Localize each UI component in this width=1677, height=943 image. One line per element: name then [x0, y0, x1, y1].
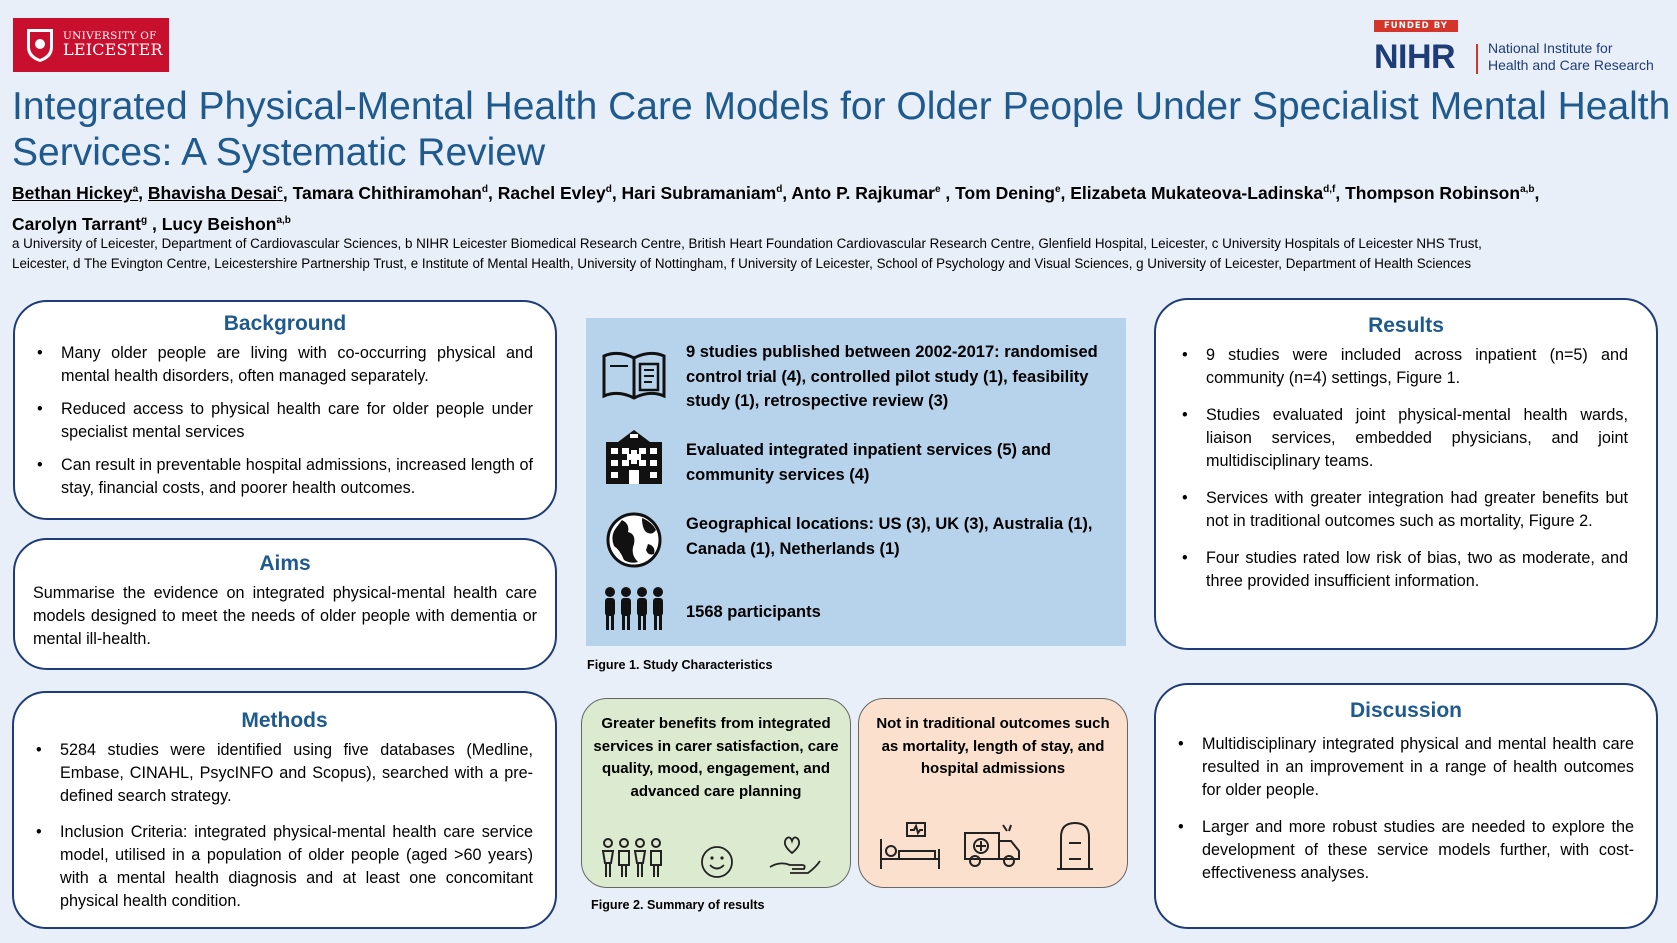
nihr-full-name — [1488, 40, 1654, 74]
book-icon — [600, 346, 668, 404]
figure1-text: Geographical locations: US (3), UK (3), Australia (1), Canada (1), Netherlands (1) — [686, 515, 1093, 558]
university-of-leicester-logo — [13, 18, 169, 72]
figure2-green-text: Greater benefits from integrated services in carer satisfaction, care quality, mood, engagement, and advanced care planning — [593, 715, 839, 800]
figure2-no-benefit-box — [858, 698, 1128, 888]
figure1-text: 9 studies published between 2002-2017: randomised control trial (4), controlled pilot study (1), feasibility study (1), retrospective review (3) — [686, 343, 1098, 410]
family-icon — [600, 837, 664, 879]
author-affiliation-marker: a — [132, 184, 139, 195]
funded-by-label: FUNDED BY — [1374, 20, 1458, 32]
list-item: • Services with greater integration had greater benefits but not in traditional outcomes such as mortality, Figure 2. — [1180, 487, 1628, 533]
uol-line2: LEICESTER — [63, 40, 163, 60]
author-affiliation-marker: c — [277, 184, 283, 195]
nihr-logo — [1374, 20, 1674, 78]
affiliations — [12, 234, 1672, 274]
author-affiliation-marker: e — [934, 184, 941, 195]
list-item: • Can result in preventable hospital admissions, increased length of stay, financial costs, and poorer health outcomes. — [35, 454, 533, 500]
author-name: Tom Dening$^e$ — [955, 182, 1061, 203]
heart-hand-icon — [768, 833, 822, 879]
author-name: Carolyn Tarrant$^g$ — [12, 213, 148, 234]
affiliations-line2: Leicester, d The Evington Centre, Leicestershire Partnership Trust, e Institute of Mental Health, University of Nottingham, f University of Leicester, School of Psychology and Visual Sciences, g University of Leicester, Department of Health Sciences — [12, 256, 1472, 271]
list-item: • 9 studies were included across inpatient (n=5) and community (n=4) settings, Figure 1. — [1180, 344, 1628, 390]
figure2-orange-text: Not in traditional outcomes such as mortality, length of stay, and hospital admissions — [876, 715, 1110, 777]
methods-panel — [12, 691, 557, 929]
figure2-benefits-box — [581, 698, 851, 888]
author-name: Bhavisha Desai$^c$ — [147, 182, 283, 203]
author-name: Lucy Beishon$^{a,b}$ — [161, 213, 291, 234]
discussion-panel — [1154, 683, 1658, 929]
smiley-icon — [700, 845, 734, 879]
author-affiliation-marker: d,f — [1323, 184, 1336, 195]
uol-line1: UNIVERSITY OF — [63, 30, 157, 43]
poster-title: Integrated Physical-Mental Health Care Models for Older People Under Specialist Mental Health Services: A Systematic Review — [12, 85, 1671, 174]
author-affiliation-marker: e — [1054, 184, 1061, 195]
list-item: • 5284 studies were identified using five databases (Medline, Embase, CINAHL, PsycINFO and Scopus), searched with a pre-defined search strategy. — [34, 739, 533, 808]
author-affiliation-marker: d — [481, 184, 488, 195]
aims-text: Summarise the evidence on integrated physical-mental health care models designed to meet the needs of older people with dementia or mental ill-health. — [33, 584, 537, 648]
list-item: • Inclusion Criteria: integrated physical-mental health care service model, utilised in a population of older people (aged >60 years) with a mental health diagnosis and at least one concomitant physical health condition. — [34, 821, 533, 913]
list-item: • Many older people are living with co-occurring physical and mental health disorders, often managed separately. — [35, 342, 533, 388]
author-name: Thompson Robinson$^{a,b}$ — [1345, 182, 1535, 203]
author-affiliation-marker: a,b — [1520, 184, 1535, 195]
results-panel — [1154, 298, 1658, 650]
figure2-caption: Figure 2. Summary of results — [591, 898, 765, 912]
author-name: Rachel Evley$^d$ — [497, 182, 612, 203]
globe-icon — [600, 510, 668, 568]
author-name: Anto P. Rajkumar$^e$ — [791, 182, 941, 203]
author-affiliation-marker: d — [776, 184, 783, 195]
nihr-acronym: NIHR — [1374, 38, 1456, 76]
affiliations-line1: a University of Leicester, Department of Cardiovascular Sciences, b NIHR Leicester Biomedical Research Centre, British Heart Foundation Cardiovascular Research Centre, Glenfield Hospital, Leicester, c University Hospitals of Leicester NHS Trust, — [12, 236, 1482, 251]
author-list: Bethan Hickey$^a$, Bhavisha Desai$^c$, Tamara Chithiramohan$^d$, Rachel Evley$^d$, Hari Subramaniam$^d$, Anto P. Rajkumar$^e$ , Tom Dening$^e$, Elizabeta Mukateova-Ladinska$^{d,f}$, Thompson Robinson$^{a,b}$, Carolyn Tarrant$^g$ , Lucy Beishon$^{a,b}$ — [12, 182, 1540, 234]
nihr-divider — [1476, 44, 1478, 74]
people-icon — [600, 578, 668, 636]
ambulance-icon — [963, 823, 1021, 869]
methods-heading: Methods — [241, 709, 328, 732]
hospital-icon — [600, 428, 668, 486]
hospital-bed-icon — [879, 821, 941, 871]
figure1-study-characteristics — [586, 318, 1126, 646]
author-name: Bethan Hickey$^a$ — [12, 182, 139, 203]
list-item: • Reduced access to physical health care for older people under specialist mental services — [35, 398, 533, 444]
gravestone-icon — [1055, 819, 1095, 873]
aims-panel — [13, 538, 557, 670]
author-name: Elizabeta Mukateova-Ladinska$^{d,f}$ — [1070, 182, 1336, 203]
nihr-name-line1: National Institute for — [1488, 40, 1613, 56]
author-name: Tamara Chithiramohan$^d$ — [292, 182, 488, 203]
list-item: • Larger and more robust studies are needed to explore the development of these service models further, with cost-effectiveness analyses. — [1176, 816, 1634, 885]
discussion-heading: Discussion — [1349, 699, 1463, 722]
shield-crest-icon — [25, 27, 55, 63]
author-name: Hari Subramaniam$^d$ — [621, 182, 783, 203]
list-item: • Four studies rated low risk of bias, two as moderate, and three provided insufficient information. — [1180, 547, 1628, 593]
uol-wordmark — [63, 31, 163, 59]
figure1-text: Evaluated integrated inpatient services (5) and community services (4) — [686, 441, 1051, 484]
list-item: • Studies evaluated joint physical-mental health wards, liaison services, embedded physicians, and joint multidisciplinary teams. — [1180, 404, 1628, 473]
figure1-caption: Figure 1. Study Characteristics — [587, 658, 773, 672]
nihr-name-line2: Health and Care Research — [1488, 57, 1654, 73]
figure1-text: 1568 participants — [686, 603, 821, 621]
author-affiliation-marker: g — [141, 214, 148, 226]
results-heading: Results — [1368, 314, 1444, 337]
author-affiliation-marker: a,b — [276, 214, 291, 226]
author-affiliation-marker: d — [605, 184, 612, 195]
aims-heading: Aims — [259, 552, 311, 575]
background-panel — [13, 300, 557, 520]
list-item: • Multidisciplinary integrated physical and mental health care resulted in an improvement in a range of health outcomes for older people. — [1176, 733, 1634, 802]
background-heading: Background — [223, 312, 347, 335]
